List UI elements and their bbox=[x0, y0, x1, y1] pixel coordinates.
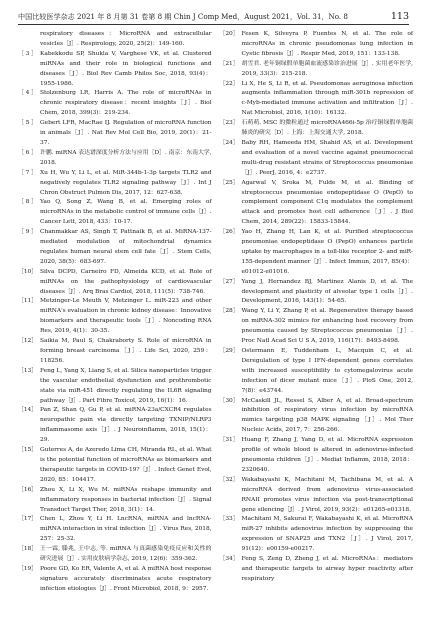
reference-entry bbox=[220, 119, 414, 139]
page-number: 113 bbox=[390, 11, 409, 22]
reference-entry bbox=[18, 50, 212, 90]
reference-entry bbox=[18, 119, 212, 149]
reference-entry bbox=[18, 149, 212, 169]
reference-text: Silva DCPD, Carneiro FD, Almeida KCD, et al. Role of miRNAs on the pathophysiology of cardiovascular diseases［J］. Arq Bras Cardiol, 2018, 111(5)：738-746. bbox=[40, 268, 212, 295]
reference-number: ［33］ bbox=[219, 516, 239, 523]
reference-entry bbox=[220, 307, 414, 347]
reference-number: ［ 7 ］ bbox=[18, 169, 38, 176]
reference-text: Feng S, Zeng D, Zheng J, et al. MicroRNAs：mediators and therapeutic targets to airway hyper reactivity after respiratory bbox=[241, 556, 413, 582]
reference-text: Ostermann E, Tuddenham L, Macquin C, et al. Deregulation of type I IFN-dependent genes correlates with increased susceptibility to cytomegalovirus acute infection of dicer mutant mice［J］. PloS One, 2012, 7(8)：e43744. bbox=[241, 348, 413, 394]
reference-text: Kabekkodu SP, Shukla V, Varghese VK, et al. Clustered miRNAs and their role in biological functions and diseases［J］. Biol Rev Camb Philos Soc, 2018, 93(4)：1955-1986. bbox=[40, 50, 212, 87]
reference-entry bbox=[18, 446, 212, 486]
reference-text: 许鹏. miRNA 表达谱深度分析方法与应用［D］. 南京：东南大学, 2018. bbox=[40, 149, 212, 166]
reference-text: Chen L, Zhou Y, Li H. LncRNA, miRNA and lncRNA-miRNA interaction in viral infection［J］. Virus Res, 2018, 257：25-32. bbox=[40, 516, 212, 543]
reference-entry bbox=[220, 515, 414, 555]
reference-entry bbox=[220, 397, 414, 437]
reference-entry bbox=[220, 80, 414, 120]
reference-number: ［ 3 ］ bbox=[18, 50, 38, 57]
reference-text: Yang J, Hernandez BJ, Martinez Alanis D, et al. The development and plasticity of alveolar type 1 cells［J］. Development, 2016, 143(1)：54-65. bbox=[241, 278, 413, 305]
reference-entry bbox=[18, 89, 212, 119]
reference-number: ［ 6 ］ bbox=[18, 149, 38, 156]
reference-entry bbox=[220, 179, 414, 229]
right-column bbox=[220, 30, 414, 619]
reference-number: ［20］ bbox=[219, 31, 239, 37]
reference-number: ［11］ bbox=[18, 298, 38, 305]
reference-text: Wang Y, Li Y, Zhang P, et al. Regenerative therapy based on miRNA-302 mimics for enhancing host recovery from pneumonia caused by Streptococcus pneumoniae［J］. Proc Natl Acad Sci U S A, 2019, 116(17)：8493-8498. bbox=[241, 308, 413, 345]
reference-entry bbox=[18, 565, 212, 595]
reference-entry bbox=[18, 337, 212, 367]
reference-text: Pan Z, Shan Q, Gu P, et al. miRNA-23a/CXCR4 regulates neuropathic pain via directly targeting TXNIP/NLRP3 inflammasome axis［J］. J Neuroinflamm, 2018, 15(1)：29. bbox=[40, 407, 212, 444]
reference-number: ［26］ bbox=[219, 229, 239, 236]
reference-number: ［10］ bbox=[18, 268, 38, 275]
reference-number: ［24］ bbox=[219, 139, 239, 146]
reference-text: Agarwal V, Sroka M, Fulde M, et al. Binding of streptococcus pneumoniae endopeptidase O (PepO) to complement component C1q modulates the complement attack and promotes host cell adherence［J］. J Biol Chem, 2014, 289(22)：15833-15844. bbox=[241, 179, 413, 226]
reference-number: ［19］ bbox=[18, 565, 38, 572]
reference-entry bbox=[220, 228, 414, 278]
reference-number: ［ 4 ］ bbox=[18, 90, 38, 97]
reference-text: Metzinger-Le Meuth V, Metzinger L. miR-223 and other miRNA's evaluation in chronic kidney disease：Innovative biomarkers and therapeutic tools［J］. Noncoding RNA Res, 2019, 4(1)：30-35. bbox=[40, 298, 212, 335]
reference-text: Huang F, Zhang J, Yang D, et al. MicroRNA expression profile of whole blood is altered in adenovirus-infected pneumonia children［J］. Mediat Inflamm, 2018, 2018：2320640. bbox=[241, 437, 413, 473]
reference-text: respiratory diseases：MicroRNA and extracellular vesicles［J］. Respirology, 2020, 25(2)：149-160. bbox=[40, 31, 212, 47]
reference-number: ［28］ bbox=[219, 308, 239, 315]
reference-number: ［29］ bbox=[219, 348, 239, 354]
left-column bbox=[18, 30, 212, 619]
reference-entry bbox=[220, 347, 414, 397]
reference-text: Xu H, Wu Y, Li L, et al. MiR-344b-1-3p targets TLR2 and negatively regulates TLR2 signaling pathway［J］. Int J Chron Obstruct Pulmon Dis, 2017, 12：627-638. bbox=[40, 169, 212, 196]
reference-text: Guterres A, de Azeredo Lima CH, Miranda RL, et al. What is the potential function of microRNAs as biomarkers and therapeutic targets in COVID-19?［J］. Infect Genet Evol, 2020, 85：104417. bbox=[40, 447, 212, 483]
reference-entry bbox=[18, 268, 212, 298]
reference-text: Stolzenburg LR, Harris A. The role of microRNAs in chronic respiratory disease：recent insights［J］. Biol Chem, 2018, 399(3)：219-234. bbox=[40, 90, 212, 117]
reference-number: ［30］ bbox=[219, 397, 239, 404]
reference-text: McCaskill JL, Ressel S, Alber A, et al. Broad-spectrum inhibition of respiratory virus infection by microRNA mimics targeting p38 MAPK signaling［J］. Mol Ther Nucleic Acids, 2017, 7：256-266. bbox=[241, 397, 413, 434]
reference-entry bbox=[220, 60, 414, 80]
reference-number: ［32］ bbox=[219, 476, 239, 483]
reference-entry bbox=[18, 297, 212, 337]
reference-number: ［ 8 ］ bbox=[18, 199, 38, 206]
journal-citation: 中国比较医学杂志 2021 年 8 月第 31 卷第 8 期 Chin J Comp Med，August 2021，Vol. 31，No. 8 bbox=[18, 12, 348, 21]
reference-text: Gebert LFR, MacRae IJ. Regulation of microRNA function in animals［J］. Nat Rev Mol Cell Bio, 2019, 20(1)：21-37. bbox=[40, 120, 212, 146]
reference-text: Fesen K, Silveyra P, Fuentes N, et al. The role of microRNAs in chronic pseudomonas lung infection in Cystic fibrosis［J］. Respir Med, 2019, 151：133-138. bbox=[241, 31, 413, 57]
reference-number: ［17］ bbox=[18, 516, 38, 523]
reference-text: Baby RH, Hameeda HM, Shahid AS, et al. Development and evaluation of a novel vaccine against pneumococcal multi-drug resistant strains of Streptococcus pneumoniae［J］. PeerJ, 2016, 4：e2737. bbox=[241, 139, 413, 176]
reference-entry bbox=[18, 198, 212, 228]
reference-number: ［ 9 ］ bbox=[18, 229, 38, 236]
reference-number: ［23］ bbox=[219, 120, 239, 127]
reference-entry bbox=[220, 30, 414, 60]
reference-entry bbox=[18, 515, 212, 545]
reference-text: Li X, He S, Li R, et al. Pseudomonas aeruginosa infection augments inflammation through miR-301b repression of c-Myb-mediated immune activation and infiltration［J］. Nat Microbiol, 2016, 1(10)：16132. bbox=[241, 80, 413, 117]
reference-number: ［18］ bbox=[18, 546, 38, 553]
reference-text: Poore GD, Ko ER, Valente A, et al. A miRNA host response signature accurately discriminates acute respiratory infection etiologies［J］. Front Microbiol, 2018, 9：2957. bbox=[40, 565, 212, 592]
reference-text: Wakabayashi K, Machitani M, Tachibana M, et al. A microRNA derived from adenovirus virus-associated RNAII promotes virus infection via post-transcriptional gene silencing［J］. J Virol, 2019, 93(2)：e01265-e01318. bbox=[241, 476, 413, 513]
reference-text: Zhou X, Li X, Wu M. miRNAs reshape immunity and inflammatory responses in bacterial infection［J］. Signal Transduct Target Ther, 2018, 3(1)：14. bbox=[40, 486, 212, 513]
reference-text: Yao H, Zhang H, Lan K, et al. Purified streptococcus pneumoniae endopeptidase O (PepO) enhances particle uptake by macrophages in a toll-like receptor 2- and miR-155-dependent manner［J］. Infect Immun, 2017, 85(4)：e01012-e01016. bbox=[241, 229, 413, 275]
reference-number bbox=[18, 30, 40, 50]
reference-entry bbox=[220, 436, 414, 476]
reference-entry bbox=[18, 367, 212, 407]
reference-text: 石萌萌. MSC 的微粒通过 microRNA466i-5p 治疗铜绿假单胞菌肺炎的研究［D］. 上海：上海交通大学, 2018. bbox=[241, 120, 413, 137]
reference-number: ［27］ bbox=[219, 278, 239, 285]
reference-entry bbox=[220, 476, 414, 516]
reference-number: ［21］ bbox=[219, 60, 239, 67]
reference-text: Chanmakkar AS, Singh T, Pattnaik B, et al. MiRNA-137-mediated modulation of mitochondrial dynamics regulates human neural stem cell fate［J］. Stem Cells, 2020, 38(5)：683-697. bbox=[40, 229, 212, 265]
reference-entry bbox=[220, 555, 414, 585]
reference-entry bbox=[220, 278, 414, 308]
reference-entry bbox=[18, 30, 212, 50]
reference-text: Machitani M, Sakurai F, Wakabayashi K, et al. MicroRNA miR-27 inhibits adenovirus infection by suppressing the expression of SNAP25 and TXN2［J］. J Virol, 2017, 91(12)：e00159-e00217. bbox=[241, 516, 413, 553]
running-header bbox=[18, 8, 409, 25]
reference-number: ［13］ bbox=[18, 367, 38, 374]
reference-entry bbox=[220, 139, 414, 179]
reference-number: ［15］ bbox=[18, 447, 38, 454]
reference-number: ［12］ bbox=[18, 338, 38, 345]
reference-entry bbox=[18, 486, 212, 516]
reference-number: ［16］ bbox=[18, 486, 38, 493]
reference-entry bbox=[18, 228, 212, 268]
reference-entry bbox=[18, 169, 212, 199]
reference-text: 王一霖, 滕兆, 王中志, 等. miRNA 与真菌感染免疫反应和关性的研究进展［J］. 实用皮肤病学杂志, 2019, 12(6)：359-362. bbox=[40, 546, 212, 563]
reference-text: Saikia M, Paul S, Chakraborty S. Role of microRNA in forming breast carcinoma［J］. Life Sci, 2020, 259：118256. bbox=[40, 338, 212, 364]
reference-number: ［ 5 ］ bbox=[18, 120, 38, 127]
reference-number: ［31］ bbox=[219, 437, 239, 444]
reference-entry bbox=[18, 545, 212, 565]
reference-text: Feng L, Yang X, Liang S, et al. Silica nanoparticles trigger the vascular endothelial dysfunction and prothrombotic state via miR-451 directly regulating the IL6R signaling pathway［J］. Part Fibre Toxicol, 2019, 16(1)：16. bbox=[40, 367, 212, 404]
reference-text: Yao Q, Song Z, Wang B, et al. Emerging roles of microRNAs in the metabolic control of immune cells［J］. Cancer Lett, 2018, 433：10-17. bbox=[40, 199, 212, 226]
reference-columns bbox=[18, 30, 413, 619]
reference-number: ［14］ bbox=[18, 407, 38, 414]
reference-number: ［34］ bbox=[219, 556, 239, 563]
reference-number: ［22］ bbox=[219, 80, 239, 87]
reference-text: 胡雪君. 老年铜绿假单胞菌血流感染诊治进展［J］. 实用老年医学, 2019, 33(3)：215-218. bbox=[241, 60, 413, 77]
reference-entry bbox=[18, 406, 212, 446]
reference-number: ［25］ bbox=[219, 179, 239, 186]
